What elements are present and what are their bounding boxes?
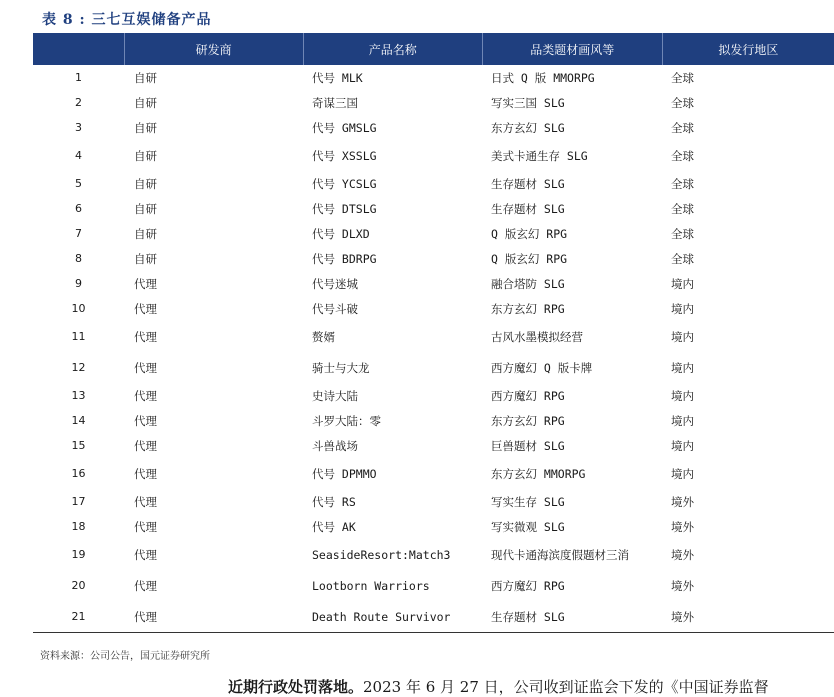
table-row: [33, 408, 834, 433]
row-genre: 写实三国 SLG: [491, 95, 565, 110]
table-row: [33, 539, 834, 570]
row-product-name: 代号 YCSLG: [312, 176, 377, 191]
row-genre: 写实微观 SLG: [491, 519, 565, 534]
table-row: [33, 171, 834, 196]
row-region: 境内: [671, 301, 694, 316]
product-table: [33, 33, 834, 633]
row-product-name: 代号迷城: [312, 276, 358, 291]
row-index: 2: [75, 96, 82, 109]
row-developer: 代理: [134, 494, 157, 509]
row-developer: 代理: [134, 547, 157, 562]
table-row: [33, 221, 834, 246]
row-index: 17: [71, 495, 86, 508]
row-developer: 自研: [134, 176, 157, 191]
row-genre: 现代卡通海滨度假题材三消: [491, 547, 629, 562]
row-product-name: 斗罗大陆：零: [312, 413, 381, 428]
row-index: 1: [75, 71, 82, 84]
row-index: 7: [75, 227, 82, 240]
row-developer: 自研: [134, 70, 157, 85]
table-row: [33, 321, 834, 352]
row-genre: 东方玄幻 SLG: [491, 120, 565, 135]
row-product-name: 代号 XSSLG: [312, 148, 377, 163]
row-genre: Q 版玄幻 RPG: [491, 251, 568, 266]
row-developer: 自研: [134, 148, 157, 163]
row-genre: Q 版玄幻 RPG: [491, 226, 568, 241]
row-developer: 代理: [134, 438, 157, 453]
row-genre: 古风水墨模拟经营: [491, 329, 583, 344]
header-region: 拟发行地区: [662, 33, 834, 65]
row-product-name: 代号 DPMMO: [312, 466, 377, 481]
row-region: 境内: [671, 388, 694, 403]
row-region: 全球: [671, 70, 694, 85]
row-index: 13: [71, 389, 86, 402]
row-region: 全球: [671, 176, 694, 191]
row-genre: 写实生存 SLG: [491, 494, 565, 509]
row-product-name: 赘婿: [312, 329, 335, 344]
table-row: [33, 433, 834, 458]
table-caption: 表 8 : 三七互娱储备产品: [42, 12, 212, 28]
row-product-name: 代号 DLXD: [312, 226, 370, 241]
row-product-name: 奇谋三国: [312, 95, 358, 110]
row-product-name: 代号斗破: [312, 301, 358, 316]
row-index: 4: [75, 149, 82, 162]
table-row: [33, 383, 834, 408]
table-row: [33, 570, 834, 601]
table-row: [33, 352, 834, 383]
header-developer: 研发商: [124, 33, 303, 65]
row-developer: 代理: [134, 276, 157, 291]
row-genre: 美式卡通生存 SLG: [491, 148, 588, 163]
row-developer: 代理: [134, 466, 157, 481]
row-developer: 代理: [134, 360, 157, 375]
row-index: 3: [75, 121, 82, 134]
table-bottom-rule: [33, 632, 834, 633]
row-product-name: 骑士与大龙: [312, 360, 370, 375]
row-developer: 代理: [134, 413, 157, 428]
row-index: 10: [71, 302, 86, 315]
row-region: 境外: [671, 494, 694, 509]
header-index: [33, 33, 124, 65]
table-row: [33, 115, 834, 140]
row-index: 19: [71, 548, 86, 561]
row-developer: 代理: [134, 301, 157, 316]
body-paragraph: [228, 676, 769, 697]
row-genre: 东方玄幻 RPG: [491, 413, 565, 428]
row-product-name: 斗兽战场: [312, 438, 358, 453]
table-row: [33, 601, 834, 632]
row-genre: 生存题材 SLG: [491, 176, 565, 191]
row-region: 境外: [671, 609, 694, 624]
row-index: 21: [71, 610, 86, 623]
row-region: 全球: [671, 201, 694, 216]
row-product-name: 代号 DTSLG: [312, 201, 377, 216]
row-region: 全球: [671, 226, 694, 241]
row-region: 境内: [671, 413, 694, 428]
row-index: 6: [75, 202, 82, 215]
row-region: 境内: [671, 466, 694, 481]
row-region: 境内: [671, 276, 694, 291]
row-developer: 代理: [134, 519, 157, 534]
table-row: [33, 296, 834, 321]
row-developer: 代理: [134, 329, 157, 344]
row-index: 15: [71, 439, 86, 452]
table-row: [33, 90, 834, 115]
row-genre: 东方玄幻 RPG: [491, 301, 565, 316]
row-product-name: 代号 AK: [312, 519, 356, 534]
row-region: 全球: [671, 120, 694, 135]
row-product-name: 代号 MLK: [312, 70, 363, 85]
row-product-name: Lootborn Warriors: [312, 578, 430, 593]
row-genre: 日式 Q 版 MMORPG: [491, 70, 595, 85]
row-genre: 生存题材 SLG: [491, 201, 565, 216]
row-region: 境内: [671, 329, 694, 344]
table-row: [33, 65, 834, 90]
row-product-name: 史诗大陆: [312, 388, 358, 403]
row-region: 全球: [671, 148, 694, 163]
row-genre: 融合塔防 SLG: [491, 276, 565, 291]
row-developer: 代理: [134, 388, 157, 403]
table-body: [33, 65, 834, 632]
row-genre: 西方魔幻 RPG: [491, 578, 565, 593]
table-row: [33, 246, 834, 271]
table-row: [33, 271, 834, 296]
row-index: 11: [71, 330, 86, 343]
row-developer: 代理: [134, 609, 157, 624]
row-developer: 代理: [134, 578, 157, 593]
row-product-name: 代号 GMSLG: [312, 120, 377, 135]
row-product-name: 代号 RS: [312, 494, 356, 509]
table-row: [33, 489, 834, 514]
row-region: 全球: [671, 95, 694, 110]
row-region: 全球: [671, 251, 694, 266]
row-index: 9: [75, 277, 82, 290]
table-row: [33, 196, 834, 221]
row-genre: 西方魔幻 RPG: [491, 388, 565, 403]
row-index: 20: [71, 579, 86, 592]
row-product-name: SeasideResort:Match3: [312, 547, 451, 562]
table-row: [33, 514, 834, 539]
row-index: 8: [75, 252, 82, 265]
row-region: 境内: [671, 360, 694, 375]
row-product-name: 代号 BDRPG: [312, 251, 377, 266]
header-genre: 品类题材画风等: [482, 33, 662, 65]
row-region: 境外: [671, 578, 694, 593]
row-developer: 自研: [134, 201, 157, 216]
row-genre: 东方玄幻 MMORPG: [491, 466, 586, 481]
row-index: 16: [71, 467, 86, 480]
table-row: [33, 458, 834, 489]
source-note: 资料来源：公司公告，国元证券研究所: [40, 651, 210, 662]
table-row: [33, 140, 834, 171]
row-index: 12: [71, 361, 86, 374]
paragraph-text: 2023 年 6 月 27 日，公司收到证监会下发的《中国证券监督: [363, 678, 769, 696]
row-developer: 自研: [134, 226, 157, 241]
header-product-name: 产品名称: [303, 33, 482, 65]
row-region: 境内: [671, 438, 694, 453]
table-header: [33, 33, 834, 65]
row-developer: 自研: [134, 251, 157, 266]
row-developer: 自研: [134, 95, 157, 110]
row-index: 5: [75, 177, 82, 190]
row-region: 境外: [671, 519, 694, 534]
paragraph-lead: 近期行政处罚落地。: [228, 678, 364, 696]
row-genre: 生存题材 SLG: [491, 609, 565, 624]
row-product-name: Death Route Survivor: [312, 609, 451, 624]
row-index: 14: [71, 414, 86, 427]
row-developer: 自研: [134, 120, 157, 135]
row-index: 18: [71, 520, 86, 533]
row-genre: 巨兽题材 SLG: [491, 438, 565, 453]
row-region: 境外: [671, 547, 694, 562]
row-genre: 西方魔幻 Q 版卡牌: [491, 360, 593, 375]
